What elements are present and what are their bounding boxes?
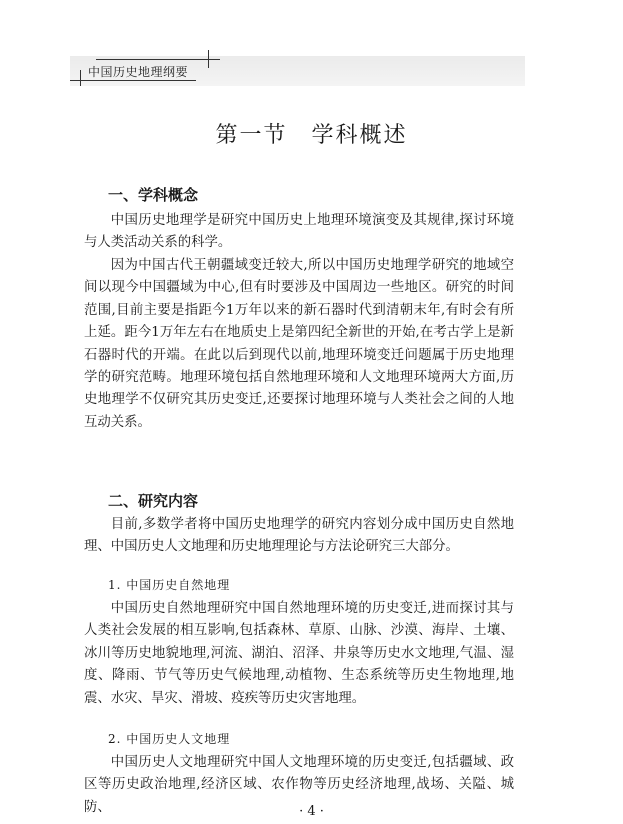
paragraph: 中国历史自然地理研究中国自然地理环境的历史变迁,进而探讨其与人类社会发展的相互影响,包括森林、草原、山脉、沙漠、海岸、土壤、冰川等历史地貌地理,河流、湖泊、沼泽、井泉等历史水文地理,气温、湿度、降雨、节气等历史气候地理,动植物、生态系统等历史生物地理,地震、水灾、旱灾、滑坡、疫疾等历史灾害地理。 [84,601,514,706]
subheading-physical-geography: 1. 中国历史自然地理 [108,578,231,592]
paragraph: 中国历史人文地理研究中国人文地理环境的历史变迁,包括疆域、政区等历史政治地理,经济区域、农作物等历史经济地理,战场、关隘、城防、 [84,755,514,815]
paragraph: 目前,多数学者将中国历史地理学的研究内容划分成中国历史自然地理、中国历史人文地理和历史地理理论与方法论研究三大部分。 [84,517,514,555]
heading-subject-concept: 一、学科概念 [108,186,199,204]
section-number: 第一节 [215,123,288,148]
header-bottom-rule [70,80,196,81]
section-name: 学科概述 [311,123,408,148]
header-top-rule [96,59,220,60]
header-crop-mark-vertical [208,50,209,68]
running-header-title: 中国历史地理纲要 [88,65,189,79]
section-title [0,118,623,149]
subheading-human-geography: 2. 中国历史人文地理 [108,732,231,746]
paragraph: 中国历史地理学是研究中国历史上地理环境演变及其规律,探讨环境与人类活动关系的科学。 [84,213,514,251]
page-number: · 4 · [299,804,324,819]
heading-research-content: 二、研究内容 [108,492,199,510]
paragraph: 因为中国古代王朝疆域变迁较大,所以中国历史地理学研究的地域空间以现今中国疆域为中心,但有时要涉及中国周边一些地区。研究的时间范围,目前主要是指距今1万年以来的新石器时代到清朝末年,有时会有所上延。距今1万年左右在地质史上是第四纪全新世的开始,在考古学上是新石器时代的开端。在此以后到现代以前,地理环境变迁问题属于历史地理学的研究范畴。地理环境包括自然地理环境和人文地理环境两大方面,历史地理学不仅研究其历史变迁,还要探讨地理环境与人类社会之间的人地互动关系。 [84,258,514,430]
header-crop-mark-left [80,70,81,86]
